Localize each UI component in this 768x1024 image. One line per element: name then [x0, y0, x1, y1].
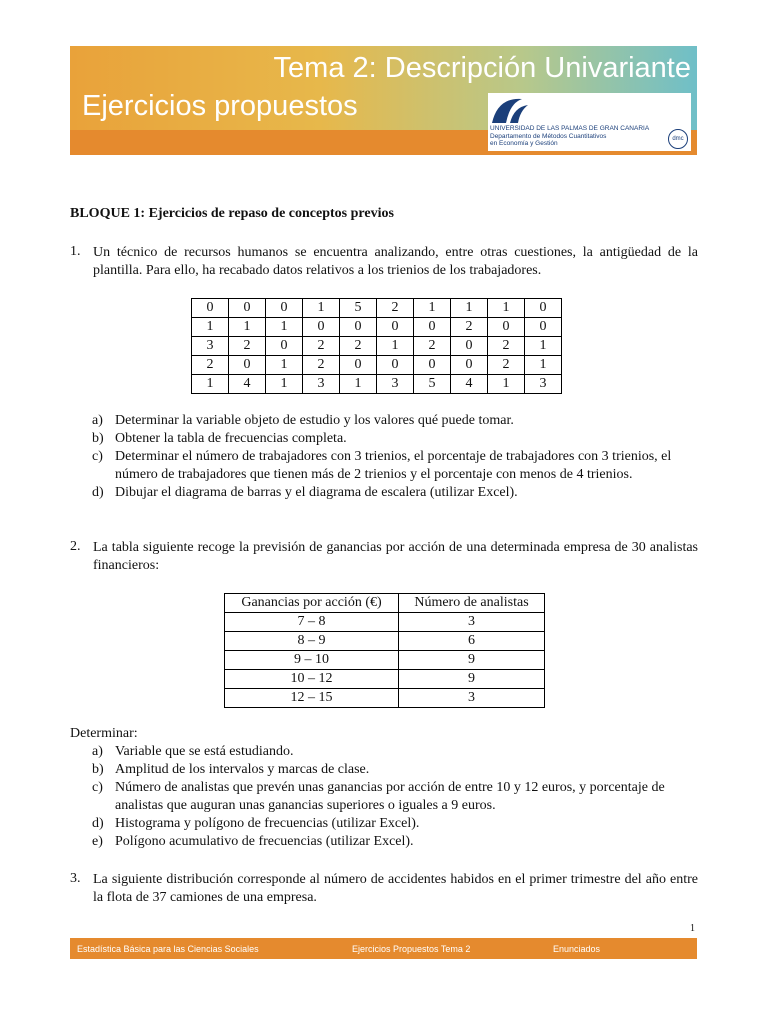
table-cell: 0: [340, 318, 377, 337]
table-cell: 1: [192, 375, 229, 394]
table-cell: 2: [414, 337, 451, 356]
table-cell: 0: [377, 356, 414, 375]
list-item: [70, 779, 697, 815]
table-row: [225, 632, 545, 651]
list-item: [70, 743, 697, 761]
table-cell: 0: [192, 299, 229, 318]
header-banner: [70, 46, 697, 155]
footer-bar: [70, 938, 697, 959]
table-cell: 3: [377, 375, 414, 394]
list-item-label: d): [92, 485, 104, 500]
table-cell: 2: [377, 299, 414, 318]
ex2-text: La tabla siguiente recoge la previsión de ganancias por acción de una determinada empresa de 30 analistas financieros:: [93, 540, 698, 573]
table-cell: 1: [525, 337, 562, 356]
ex1-items: [70, 412, 697, 502]
ex2-items: [70, 743, 697, 851]
footer-document: Ejercicios Propuestos Tema 2: [352, 944, 471, 954]
table-cell: 1: [303, 299, 340, 318]
trienios-table: [191, 298, 562, 394]
list-item-label: c): [92, 780, 103, 795]
list-item-text: Histograma y polígono de frecuencias (utilizar Excel).: [115, 816, 420, 831]
university-logo: [488, 93, 691, 151]
list-item-text: Variable que se está estudiando.: [115, 744, 294, 759]
list-item-text: Polígono acumulativo de frecuencias (utilizar Excel).: [115, 834, 414, 849]
table-cell: 0: [266, 337, 303, 356]
table-cell: 12 – 15: [225, 689, 399, 708]
table-cell: 6: [399, 632, 545, 651]
table-cell: 3: [525, 375, 562, 394]
list-item-label: e): [92, 834, 103, 849]
table-cell: 0: [525, 299, 562, 318]
table-cell: 7 – 8: [225, 613, 399, 632]
logo-line-2: Departamento de Métodos Cuantitativos: [490, 132, 607, 140]
list-item: [70, 815, 697, 833]
table-cell: 1: [377, 337, 414, 356]
table-row: [225, 613, 545, 632]
list-item: [70, 412, 697, 430]
list-item-text: Determinar la variable objeto de estudio y los valores qué puede tomar.: [115, 413, 514, 428]
list-item-text: Obtener la tabla de frecuencias completa.: [115, 431, 347, 446]
ex3-text: La siguiente distribución corresponde al número de accidentes habidos en el primer trimestre del año entre la flota de 37 camiones de una empresa.: [93, 872, 698, 905]
table-cell: 2: [303, 337, 340, 356]
table-cell: 1: [488, 299, 525, 318]
list-item-text: Determinar el número de trabajadores con 3 trienios, el porcentaje de trabajadores con 3 trienios, el número de trabajadores que tienen más de 2 trienios y el porcentaje con menos de 4 trienios.: [115, 449, 672, 482]
table-cell: 1: [266, 356, 303, 375]
section-heading: BLOQUE 1: Ejercicios de repaso de conceptos previos: [70, 206, 394, 221]
list-item-label: a): [92, 413, 103, 428]
table-row: [192, 337, 562, 356]
col-header-ganancias: Ganancias por acción (€): [225, 594, 399, 613]
table-row: [192, 356, 562, 375]
list-item-label: d): [92, 816, 104, 831]
table-cell: 4: [229, 375, 266, 394]
table-cell: 0: [340, 356, 377, 375]
table-cell: 2: [451, 318, 488, 337]
table-cell: 2: [229, 337, 266, 356]
table-cell: 1: [192, 318, 229, 337]
table-cell: 1: [451, 299, 488, 318]
list-item-label: c): [92, 449, 103, 464]
dmc-badge: dmc: [668, 129, 688, 149]
list-item-text: Amplitud de los intervalos y marcas de clase.: [115, 762, 370, 777]
table-cell: 0: [488, 318, 525, 337]
table-cell: 2: [303, 356, 340, 375]
ex2-number: 2.: [70, 539, 81, 554]
table-cell: 1: [266, 375, 303, 394]
list-item: [70, 761, 697, 779]
table-cell: 1: [229, 318, 266, 337]
table-cell: 9: [399, 670, 545, 689]
table-cell: 0: [266, 299, 303, 318]
table-cell: 5: [414, 375, 451, 394]
table-cell: 3: [399, 689, 545, 708]
list-item-text: Dibujar el diagrama de barras y el diagrama de escalera (utilizar Excel).: [115, 485, 518, 500]
ex2-intro: Determinar:: [70, 726, 138, 741]
logo-line-1: UNIVERSIDAD DE LAS PALMAS DE GRAN CANARIA: [490, 125, 650, 132]
col-header-analistas: Número de analistas: [399, 594, 545, 613]
list-item-text: Número de analistas que prevén unas ganancias por acción de entre 10 y 12 euros, y porcentaje de analistas que auguran unas ganancias superiores o iguales a 9 euros.: [115, 780, 665, 813]
ex3-number: 3.: [70, 871, 81, 886]
table-cell: 5: [340, 299, 377, 318]
page-number: 1: [690, 923, 695, 934]
footer-course: Estadística Básica para las Ciencias Sociales: [77, 944, 259, 954]
list-item: [70, 484, 697, 502]
list-item-label: b): [92, 762, 104, 777]
logo-line-3: en Economía y Gestión: [490, 140, 558, 147]
list-item: [70, 833, 697, 851]
table-cell: 0: [451, 356, 488, 375]
table-cell: 2: [192, 356, 229, 375]
table-cell: 1: [340, 375, 377, 394]
list-item: [70, 448, 697, 484]
table-cell: 9 – 10: [225, 651, 399, 670]
list-item: [70, 430, 697, 448]
table-row: [225, 670, 545, 689]
table-cell: 0: [414, 356, 451, 375]
table-cell: 0: [229, 356, 266, 375]
table-cell: 4: [451, 375, 488, 394]
table-row: [225, 689, 545, 708]
ex1-number: 1.: [70, 244, 81, 259]
ex1-text: Un técnico de recursos humanos se encuentra analizando, entre otras cuestiones, la antigüedad de la plantilla. Para ello, ha recabado datos relativos a los trienios de los trabajadores.: [93, 245, 698, 278]
table-row: [192, 375, 562, 394]
table-cell: 0: [303, 318, 340, 337]
table-cell: 3: [303, 375, 340, 394]
table-cell: 0: [377, 318, 414, 337]
table-cell: 0: [229, 299, 266, 318]
table-cell: 0: [451, 337, 488, 356]
table-cell: 2: [488, 337, 525, 356]
table-cell: 10 – 12: [225, 670, 399, 689]
table-cell: 3: [192, 337, 229, 356]
footer-section: Enunciados: [553, 944, 601, 954]
table-row: [225, 651, 545, 670]
table-cell: 1: [488, 375, 525, 394]
logo-text: [490, 125, 649, 148]
table-cell: 3: [399, 613, 545, 632]
table-cell: 2: [340, 337, 377, 356]
page-title: Tema 2: Descripción Univariante: [273, 52, 691, 84]
table-cell: 0: [525, 318, 562, 337]
page-subtitle: Ejercicios propuestos: [82, 90, 358, 122]
table-cell: 1: [266, 318, 303, 337]
table-cell: 1: [525, 356, 562, 375]
ganancias-table: [224, 593, 545, 708]
table-cell: 9: [399, 651, 545, 670]
list-item-label: a): [92, 744, 103, 759]
ulpgc-emblem-icon: [488, 93, 548, 125]
list-item-label: b): [92, 431, 104, 446]
table-cell: 2: [488, 356, 525, 375]
table-row: [192, 299, 562, 318]
table-cell: 1: [414, 299, 451, 318]
table-cell: 0: [414, 318, 451, 337]
table-row: [192, 318, 562, 337]
table-cell: 8 – 9: [225, 632, 399, 651]
